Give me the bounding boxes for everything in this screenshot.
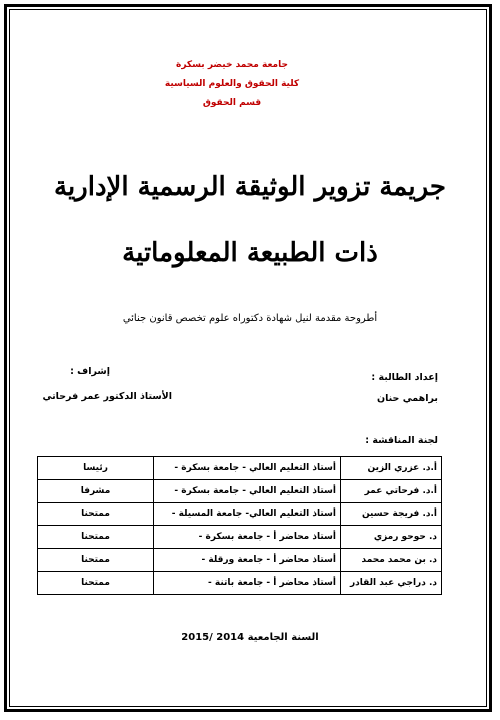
faculty-name: كلية الحقوق والعلوم السياسية	[164, 79, 300, 89]
member-role: ممتحنا	[38, 503, 154, 526]
member-rank: أستاذ محاضر أ - جامعة بسكرة -	[154, 526, 341, 549]
member-rank: أستاذ التعليم العالي - جامعة بسكرة -	[154, 457, 341, 480]
member-role: ممتحنا	[38, 526, 154, 549]
member-name: د. حوحو رمزي	[341, 526, 442, 549]
member-role: ممتحنا	[38, 572, 154, 595]
member-rank: أستاذ محاضر أ - جامعة باتنة -	[154, 572, 341, 595]
prepared-by-label: إعداد الطالبة :	[371, 372, 438, 383]
member-name: د. بن محمد محمد	[341, 549, 442, 572]
table-row	[38, 549, 442, 572]
member-name: أ.د. فرحاتي عمر	[341, 480, 442, 503]
member-rank: أستاذ محاضر أ - جامعة ورقلة -	[154, 549, 341, 572]
member-name: أ.د. عزري الزين	[341, 457, 442, 480]
page-border-inner	[9, 9, 487, 707]
committee-label: لجنة المناقشة :	[365, 435, 438, 446]
thesis-title-line-2: ذات الطبيعة المعلوماتية	[122, 238, 378, 268]
member-rank: أستاذ التعليم العالي - جامعة بسكرة -	[154, 480, 341, 503]
table-row	[38, 480, 442, 503]
member-role: مشرفا	[38, 480, 154, 503]
table-row	[38, 572, 442, 595]
member-rank: أستاذ التعليم العالي- جامعة المسيلة -	[154, 503, 341, 526]
member-role: رئيسا	[38, 457, 154, 480]
supervisor-name: الأستاذ الدكتور عمر فرحاتي	[42, 391, 172, 402]
member-role: ممتحنا	[38, 549, 154, 572]
thesis-subtitle: أطروحة مقدمة لنيل شهادة دكتوراه علوم تخصص قانون جنائي	[122, 313, 378, 324]
department-name: قسم الحقوق	[202, 98, 262, 108]
university-name: جامعة محمد خيضر بسكرة	[176, 60, 288, 70]
table-row	[38, 526, 442, 549]
supervision-label: إشراف :	[70, 366, 110, 377]
committee-table	[37, 456, 442, 595]
student-name: براهمي حنان	[376, 393, 438, 404]
thesis-title-line-1: جريمة تزوير الوثيقة الرسمية الإدارية	[54, 172, 446, 202]
table-row	[38, 503, 442, 526]
institution-header	[162, 56, 302, 113]
member-name: د. دراجي عبد القادر	[341, 572, 442, 595]
academic-year: السنة الجامعية 2014 /2015	[181, 632, 319, 643]
table-row	[38, 457, 442, 480]
member-name: أ.د. فريجة حسين	[341, 503, 442, 526]
